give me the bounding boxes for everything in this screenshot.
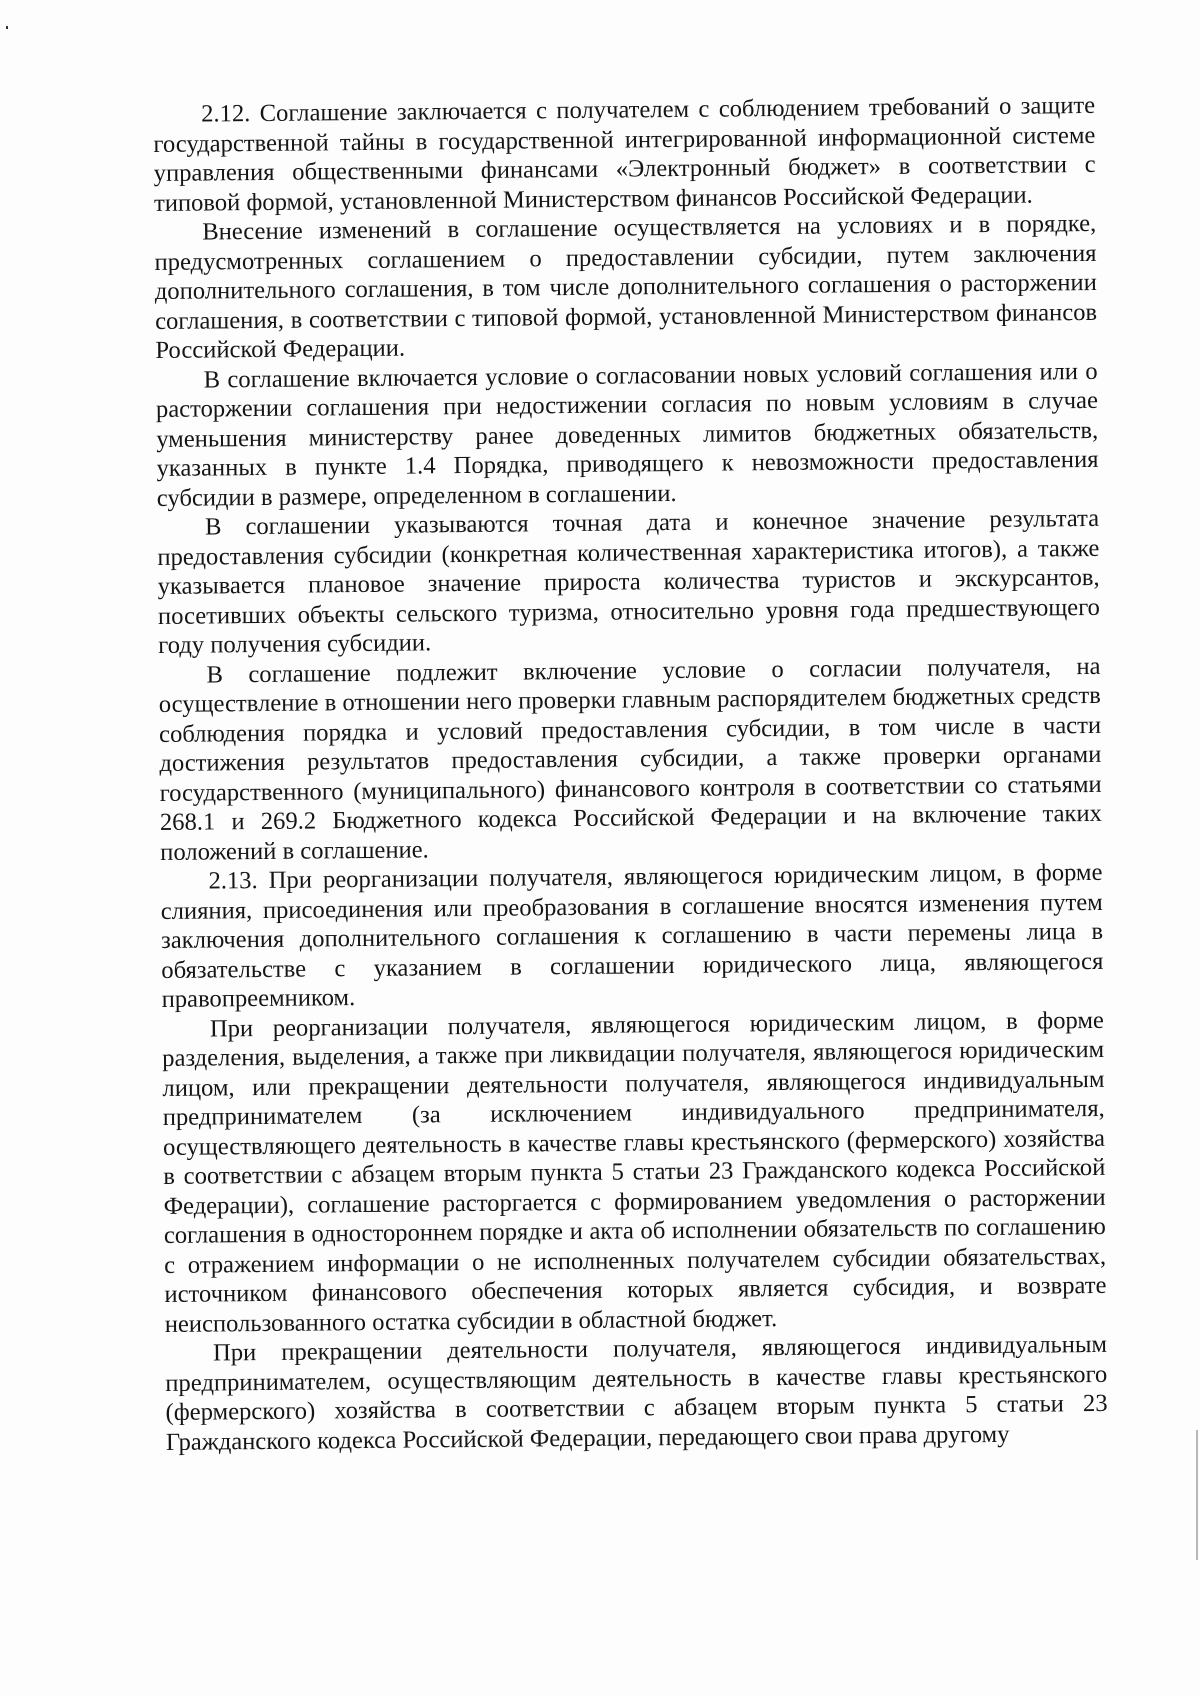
paragraph-reorganization: При реорганизации получателя, являющегося юридическим лицом, в форме разделения, выделения, а также при ликвидации получателя, являющегося юридическим лицом, или прекращении деятельности получателя, являющегося индивидуальным предпринимателем (за исключением индивидуального предпринимателя, осуществляющего деятельность в качестве главы крестьянского (фермерского) хозяйства в соответствии с абзацем вторым пункта 5 статьи 23 Гражданского кодекса Российской Федерации), соглашение расторгается с формированием уведомления о расторжении соглашения в одностороннем порядке и акта об исполнении обязательств по соглашению с отражением информации о не исполненных получателем субсидии обязательствах, источником финансового обеспечения которых является субсидия, и возврате неиспользованного остатка субсидии в областной бюджет. <box>162 1006 1107 1338</box>
paragraph-2-12: 2.12. Соглашение заключается с получателем с соблюдением требований о защите государственной тайны в государственной интегрированной информационной системе управления общественными финансами «Электронный бюджет» в соответствии с типовой формой, установленной Министерством финансов Российской Федерации. <box>153 91 1096 217</box>
paragraph-limits-reduction: В соглашение включается условие о согласовании новых условий соглашения или о расторжении соглашения при недостижении согласия по новым условиям в случае уменьшения министерству ранее доведенных лимитов бюджетных обязательств, указанных в пункте 1.4 Порядка, приводящего к невозможности предоставления субсидии в размере, определенном в соглашении. <box>155 357 1099 512</box>
paragraph-amendments: Внесение изменений в соглашение осуществляется на условиях и в порядке, предусмотренных соглашением о предоставлении субсидии, путем заключения дополнительного соглашения, в том числе дополнительного соглашения о расторжении соглашения, в соответствии с типовой формой, установленной Министерством финансов Российской Федерации. <box>154 209 1098 364</box>
paragraph-result-values: В соглашении указываются точная дата и конечное значение результата предоставления субсидии (конкретная количественная характеристика итогов), а также указывается плановое значение прироста количества туристов и экскурсантов, посетивших объекты сельского туризма, относительно уровня года предшествующего году получения субсидии. <box>157 504 1101 659</box>
document-body <box>153 91 1108 1457</box>
paragraph-farm-termination: При прекращении деятельности получателя, являющегося индивидуальным предпринимателем, осуществляющим деятельность в качестве главы крестьянского (фермерского) хозяйства в соответствии с абзацем вторым пункта 5 статьи 23 Гражданского кодекса Российской Федерации, передающего свои права другому <box>165 1330 1108 1456</box>
paragraph-2-13: 2.13. При реорганизации получателя, являющегося юридическим лицом, в форме слияния, присоединения или преобразования в соглашение вносятся изменения путем заключения дополнительного соглашения к соглашению в части перемены лица в обязательстве с указанием в соглашении юридического лица, являющегося правопреемником. <box>160 858 1104 1013</box>
paragraph-audit-consent: В соглашение подлежит включение условие о согласии получателя, на осуществление в отношении него проверки главным распорядителем бюджетных средств соблюдения порядка и условий предоставления субсидии, в том числе в части достижения результатов предоставления субсидии, а также проверки органами государственного (муниципального) финансового контроля в соответствии со статьями 268.1 и 269.2 Бюджетного кодекса Российской Федерации и на включение таких положений в соглашение. <box>158 652 1103 866</box>
scan-edge-mark <box>1196 1430 1198 1560</box>
scan-speck <box>6 26 8 29</box>
